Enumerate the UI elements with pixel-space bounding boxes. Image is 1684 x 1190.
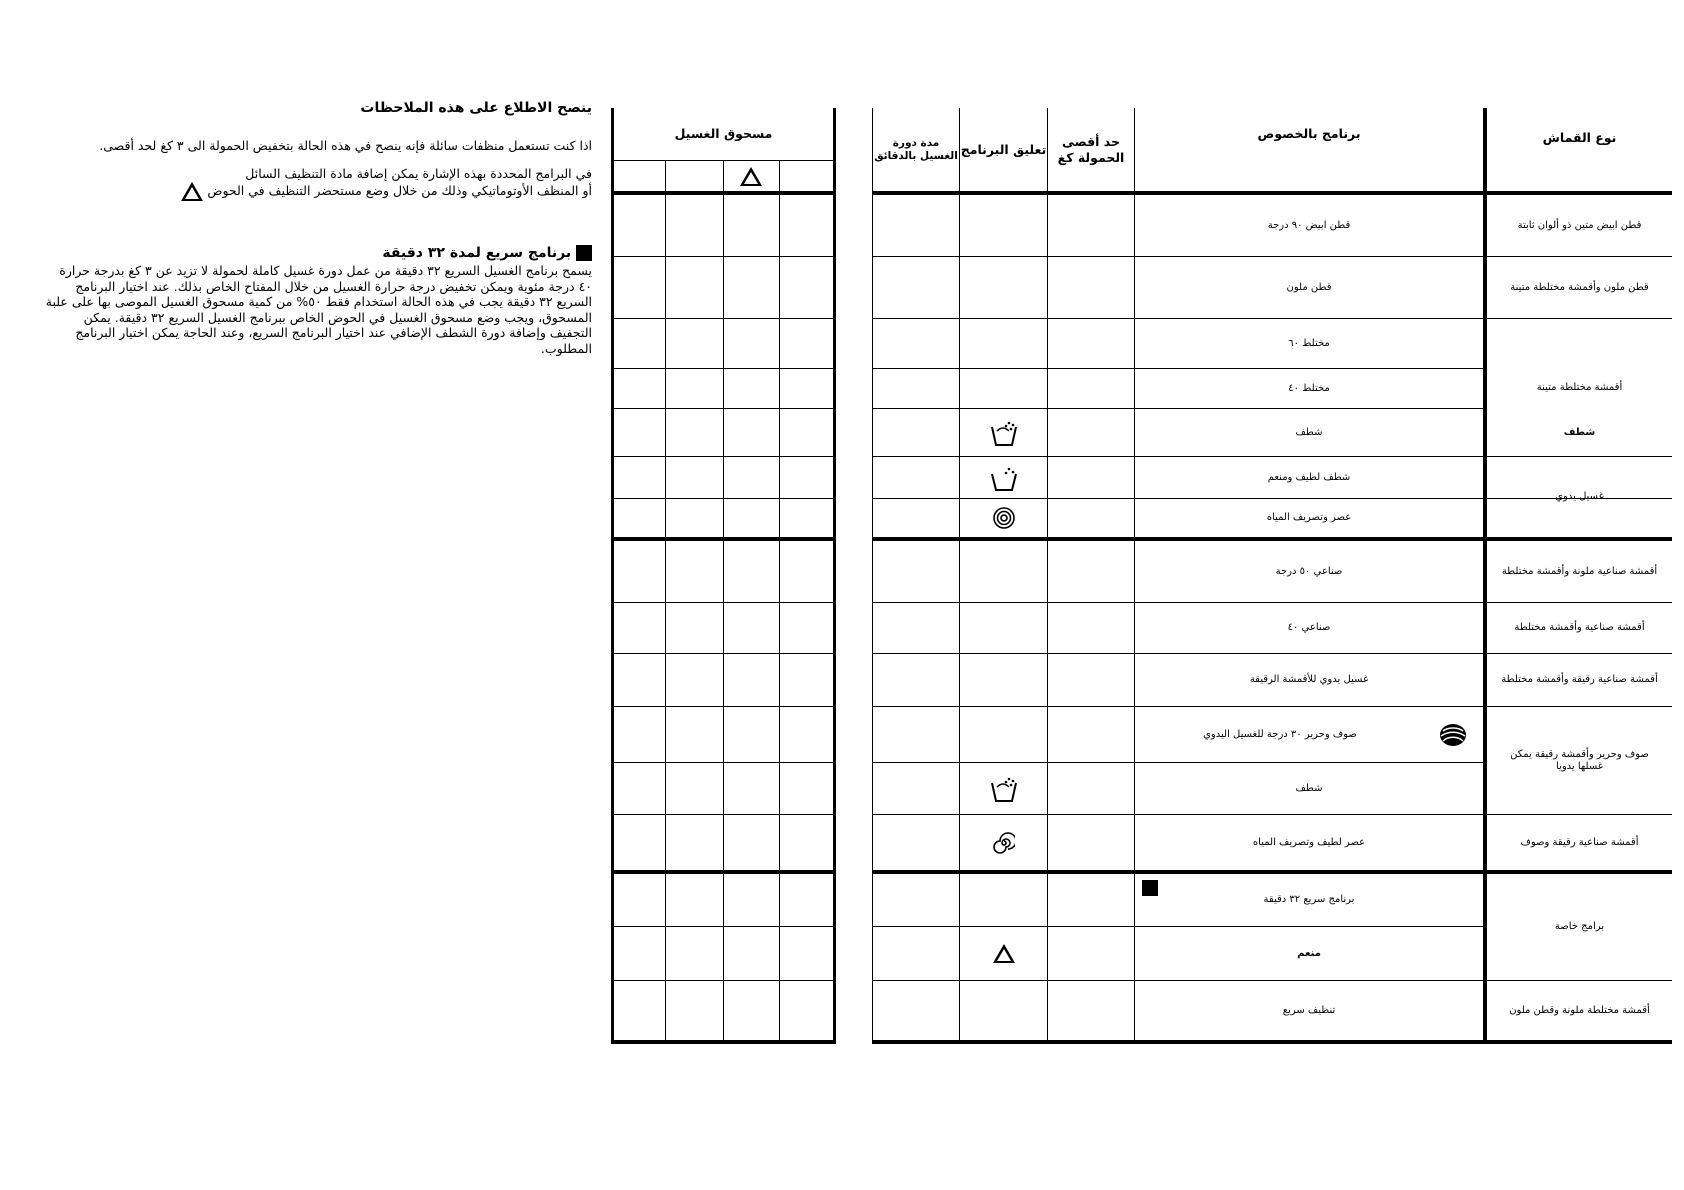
fabric-13: برامج خاصة xyxy=(1554,921,1605,932)
note-liquid-detergent: اذا كنت تستعمل منظفات سائلة فإنه ينصح في هذه الحالة بتخفيض الحمولة الى ٣ كغ لحد أقصى. xyxy=(99,138,592,153)
program-10: صوف وحرير ٣٠ درجة للغسيل اليدوي xyxy=(1203,728,1357,740)
header-program: برنامج بالخصوص xyxy=(1257,126,1361,141)
program-0: قطن ابيض ٩٠ درجة xyxy=(1267,219,1351,231)
header-duration: مدة دورة الغسيل بالدقائق xyxy=(874,136,958,162)
program-3: مختلط ٤٠ xyxy=(1288,382,1330,394)
note-liquid-program xyxy=(44,166,592,201)
wool-icon xyxy=(1425,707,1481,762)
triangle-icon xyxy=(181,182,203,201)
program-13: برنامج سريع ٣٢ دقيقة xyxy=(1263,894,1355,905)
fabric-15: أقمشة مختلطة ملونة وقطن ملون xyxy=(1509,1004,1650,1016)
header-fabric: نوع القماش xyxy=(1542,130,1617,145)
fabric-9: أقمشة صناعية رقيقة وأقمشة مختلطة xyxy=(1501,674,1658,685)
note-line-2: أو المنظف الأوتوماتيكي وذلك من خلال وضع مستحضر التنظيف في الحوض xyxy=(207,183,592,198)
notes-title: ينصح الاطلاع على هذه الملاحظات xyxy=(360,100,592,116)
program-11: شطف xyxy=(1295,782,1323,794)
fabric-4: شطف xyxy=(1563,426,1596,438)
fabric-7: أقمشة صناعية ملونة وأقمشة مختلطة xyxy=(1501,565,1658,577)
quick-program-title-text: برنامج سريع لمدة ٣٢ دقيقة xyxy=(382,245,572,261)
triangle-icon-cell xyxy=(723,161,779,191)
header-program-type: تعليق البرنامج xyxy=(960,141,1047,157)
fabric-1: قطن ملون وأقمشة مختلطة متينة xyxy=(1510,281,1649,293)
detergent-table xyxy=(611,108,836,1044)
spin-icon xyxy=(960,499,1047,537)
quick-program-title xyxy=(44,245,592,261)
quick-program-body: يسمح برنامج الغسيل السريع ٣٢ دقيقة من عمل دورة غسيل كاملة لحمولة لا تزيد عن ٣ كغ بدرجة حرارة ٤٠ درجة مئوية ويمكن تخفيض درجة حرارة الغسيل من خلال المفتاح الخاص بذلك. عند اختيار البرنامج السريع ٣٢ دقيقة يجب في هذه الحالة استخدام فقط ٥٠% من كمية مسحوق الغسيل الموصى بها على علبة المسحوق، ويجب وضع مسحوق الغسيل في الحوض الخاص ببرنامج الغسيل السريع ٣٢ دقيقة. يمكن التجفيف وإضافة دورة الشطف الإضافي عند اختيار البرنامج السريع، وعند الحاجة يمكن اختيار البرنامج المطلوب. xyxy=(45,263,592,356)
fabric-12: أقمشة صناعية رقيقة وصوف xyxy=(1520,836,1639,848)
programs-table xyxy=(872,108,1672,1044)
rinse-icon xyxy=(960,409,1047,456)
notes-section xyxy=(44,100,592,368)
program-4: شطف xyxy=(1295,426,1323,438)
detergent-header: مسحوق الغسيل xyxy=(674,126,773,141)
note-line-1: في البرامج المحددة بهذه الإشارة يمكن إضافة مادة التنظيف السائل xyxy=(245,166,592,181)
program-14: منعم xyxy=(1297,947,1321,959)
triangle-icon xyxy=(740,167,762,186)
black-square-icon xyxy=(1140,878,1160,898)
gentle-rinse-icon xyxy=(960,457,1047,498)
program-2: مختلط ٦٠ xyxy=(1288,337,1330,349)
gentle-spin-icon xyxy=(960,815,1047,870)
program-12: عصر لطيف وتصريف المياه xyxy=(1252,836,1366,848)
program-9: غسيل يدوي للأقمشة الرقيقة xyxy=(1249,674,1369,685)
rinse-icon-2 xyxy=(960,763,1047,814)
fabric-8: أقمشة صناعية وأقمشة مختلطة xyxy=(1514,622,1645,633)
program-7: صناعي ٥٠ درجة xyxy=(1275,565,1343,577)
program-6: عصر وتصريف المياه xyxy=(1266,512,1352,523)
black-square-icon xyxy=(576,245,592,261)
fabric-0: قطن ابيض متين ذو ألوان ثابتة xyxy=(1517,219,1642,231)
fabric-2: أقمشة مختلطة متينة xyxy=(1536,381,1623,393)
program-15: تنظيف سريع xyxy=(1282,1004,1336,1016)
header-max-load: حد أقصى الحمولة كغ xyxy=(1057,133,1125,165)
program-5: شطف لطيف ومنعم xyxy=(1267,471,1351,483)
triangle-icon xyxy=(960,927,1047,980)
program-8: صناعي ٤٠ xyxy=(1287,622,1331,633)
program-1: قطن ملون xyxy=(1286,281,1332,293)
fabric-10: صوف وحرير وأقمشة رقيقة يمكن غسلها يدويا xyxy=(1510,748,1649,772)
fabric-5: غسيل يدوي xyxy=(1555,491,1604,502)
